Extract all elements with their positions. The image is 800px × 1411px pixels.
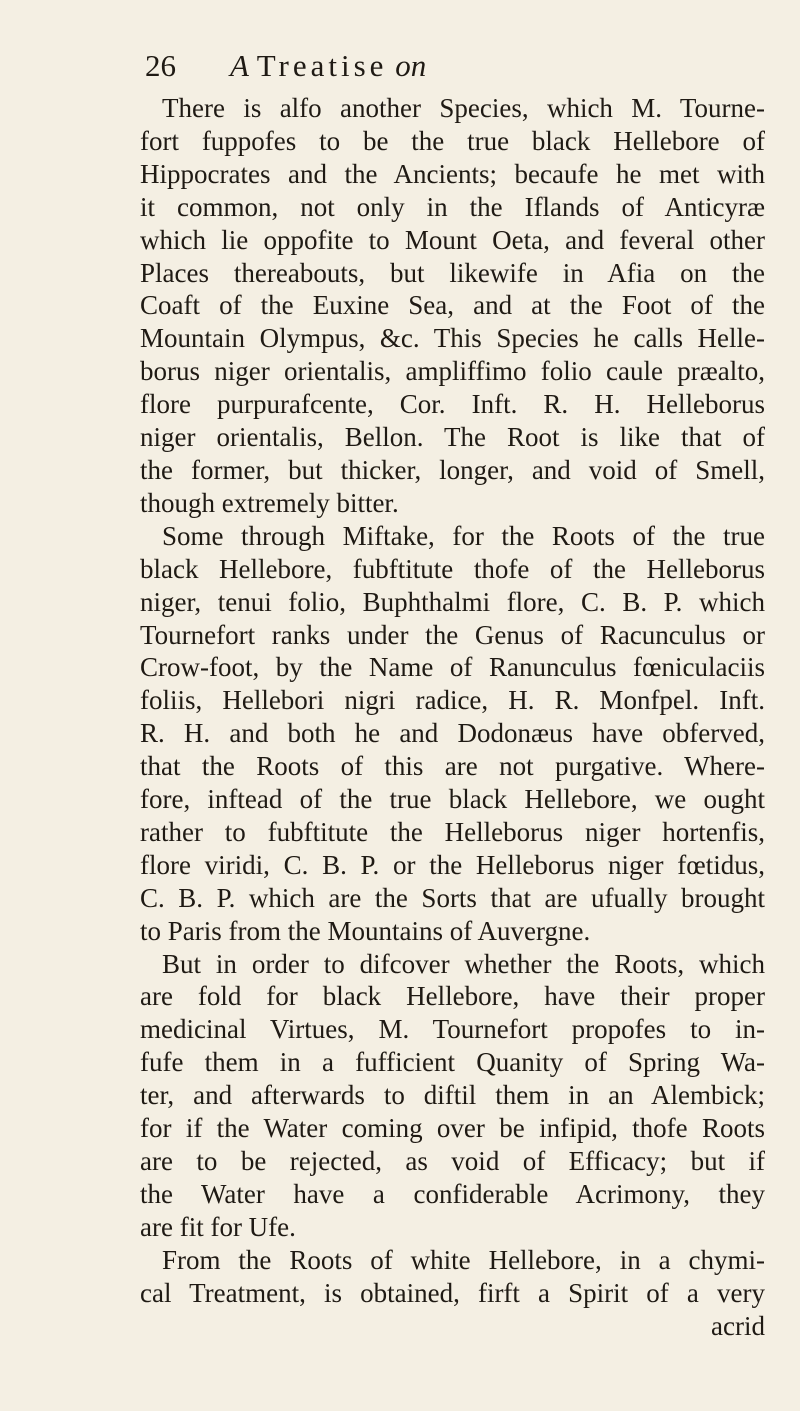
text-line: that the Roots of this are not purgative. Where-: [140, 751, 765, 782]
text-line: black Hellebore, fubftitute thofe of the Helleborus: [140, 553, 765, 584]
text-line: Mountain Olympus, &c. This Species he calls Helle-: [140, 323, 765, 354]
text-line: foliis, Hellebori nigri radice, H. R. Monfpel. Inft.: [140, 685, 765, 716]
text-line: it common, not only in the Iflands of Anticyræ: [140, 191, 765, 222]
text-line: Crow-foot, by the Name of Ranunculus fœniculaciis: [140, 652, 765, 683]
text-line: ter, and afterwards to diftil them in an Alembick;: [140, 1080, 765, 1111]
page-number: 26: [145, 48, 176, 83]
text-line: fufe them in a fufficient Quanity of Spring Wa-: [140, 1047, 765, 1078]
text-line: Tournefort ranks under the Genus of Racunculus or: [140, 619, 765, 650]
text-line: the former, but thicker, longer, and void of Smell,: [140, 454, 765, 485]
text-line: are fit for Ufe.: [140, 1211, 296, 1242]
text-line: borus niger orientalis, ampliffimo folio caule præalto,: [140, 356, 765, 387]
text-line: flore viridi, C. B. P. or the Helleborus niger fœtidus,: [140, 849, 765, 880]
running-title: [230, 48, 426, 84]
text-line: niger orientalis, Bellon. The Root is like that of: [140, 422, 765, 453]
text-line: From the Roots of white Hellebore, in a chymi-: [162, 1244, 765, 1275]
text-line: are to be rejected, as void of Efficacy; but if: [140, 1146, 765, 1176]
text-line: Some through Miftake, for the Roots of the true: [162, 520, 765, 551]
text-line: medicinal Virtues, M. Tournefort propofes to in-: [140, 1014, 765, 1045]
running-title-on: on: [395, 48, 427, 83]
text-line: for if the Water coming over be infipid, thofe Roots: [140, 1113, 765, 1144]
text-line: rather to fubftitute the Helleborus niger hortenfis,: [140, 816, 765, 847]
text-line: cal Treatment, is obtained, firft a Spirit of a very: [140, 1277, 765, 1308]
text-line: There is alfo another Species, which M. Tourne-: [162, 93, 765, 123]
text-line: But in order to difcover whether the Roots, which: [162, 948, 765, 979]
text-line: C. B. P. which are the Sorts that are ufually brought: [140, 882, 765, 913]
running-header: [145, 48, 745, 98]
text-line: R. H. and both he and Dodonæus have obferved,: [140, 718, 765, 749]
body-text: [140, 92, 765, 1342]
text-line: Hippocrates and the Ancients; becaufe he met with: [140, 158, 765, 189]
text-line: which lie oppofite to Mount Oeta, and feveral other: [140, 224, 765, 255]
text-line: to Paris from the Mountains of Auvergne.: [140, 915, 591, 946]
running-title-treatise: Treatise: [256, 48, 388, 83]
text-line: flore purpurafcente, Cor. Inft. R. H. Helleborus: [140, 389, 765, 420]
text-line: fort fuppofes to be the true black Hellebore of: [140, 125, 765, 156]
text-line: fore, inftead of the true black Hellebore, we ought: [140, 784, 765, 815]
text-line: are fold for black Hellebore, have their proper: [140, 981, 765, 1012]
text-line: Coaft of the Euxine Sea, and at the Foot of the: [140, 290, 765, 321]
text-line: Places thereabouts, but likewife in Afia on the: [140, 257, 765, 288]
text-line: the Water have a confiderable Acrimony, they: [140, 1178, 765, 1209]
running-title-a: A: [230, 48, 249, 83]
text-line: niger, tenui folio, Buphthalmi flore, C. B. P. which: [140, 586, 765, 617]
catchword: acrid: [711, 1310, 765, 1341]
text-line: though extremely bitter.: [140, 487, 399, 518]
